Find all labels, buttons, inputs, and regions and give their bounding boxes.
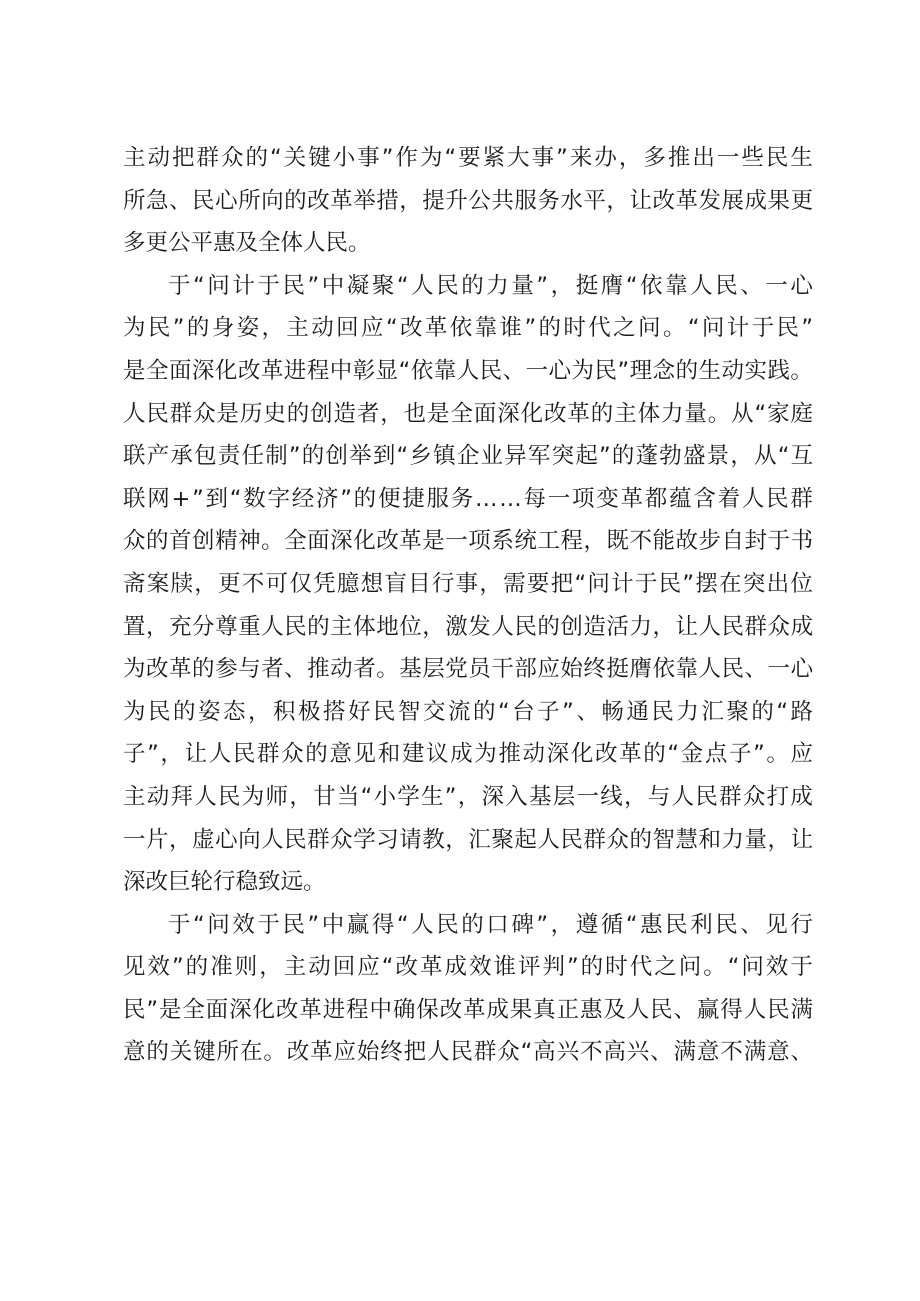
text-line: 见效”的准则，主动回应“改革成效谁评判”的时代之问。“问效于 bbox=[123, 954, 815, 981]
text-line: 斋案牍，更不可仅凭臆想盲目行事，需要把“问计于民”摆在突出位 bbox=[123, 570, 815, 597]
text-line: 是全面深化改革进程中彰显“依靠人民、一心为民”理念的生动实践。 bbox=[123, 357, 814, 384]
paragraph-start-line: 于“问计于民”中凝聚“人民的力量”，挺膺“依靠人民、一心 bbox=[168, 272, 816, 299]
text-line: 民”是全面深化改革进程中确保改革成果真正惠及人民、赢得人民满 bbox=[123, 996, 814, 1023]
text-line: 主动把群众的“关键小事”作为“要紧大事”来办，多推出一些民生 bbox=[123, 145, 815, 171]
text-line: 人民群众是历史的创造者，也是全面深化改革的主体力量。从“家庭 bbox=[123, 400, 814, 427]
text-line: 为民”的身姿，主动回应“改革依靠谁”的时代之问。“问计于民” bbox=[123, 315, 816, 342]
text-line: 联网+”到“数字经济”的便捷服务……每一项变革都蕴含着人民群 bbox=[123, 485, 815, 512]
text-line: 主动拜人民为师，甘当“小学生”，深入基层一线，与人民群众打成 bbox=[123, 783, 815, 810]
text-line: 深改巨轮行稳致远。 bbox=[123, 869, 326, 896]
text-line: 多更公平惠及全体人民。 bbox=[123, 230, 371, 257]
text-line: 置，充分尊重人民的主体地位，激发人民的创造活力，让人民群众成 bbox=[123, 613, 814, 640]
text-line: 一片，虚心向人民群众学习请教，汇聚起人民群众的智慧和力量，让 bbox=[123, 826, 814, 853]
text-line: 众的首创精神。全面深化改革是一项系统工程，既不能故步自封于书 bbox=[123, 528, 814, 555]
text-line: 联产承包责任制”的创举到“乡镇企业异军突起”的蓬勃盛景，从“互 bbox=[123, 443, 815, 470]
text-line: 为改革的参与者、推动者。基层党员干部应始终挺膺依靠人民、一心 bbox=[123, 656, 814, 683]
body-text bbox=[123, 137, 816, 1074]
text-line: 意的关键所在。改革应始终把人民群众“高兴不高兴、满意不满意、 bbox=[123, 1039, 814, 1066]
text-line: 为民的姿态，积极搭好民智交流的“台子”、畅通民力汇聚的“路 bbox=[123, 698, 816, 725]
paragraph-start-line: 于“问效于民”中赢得“人民的口碑”，遵循“惠民利民、见行 bbox=[168, 911, 816, 938]
text-line: 子”，让人民群众的意见和建议成为推动深化改革的“金点子”。应 bbox=[123, 741, 815, 768]
text-line: 所急、民心所向的改革举措，提升公共服务水平，让改革发展成果更 bbox=[123, 187, 814, 214]
